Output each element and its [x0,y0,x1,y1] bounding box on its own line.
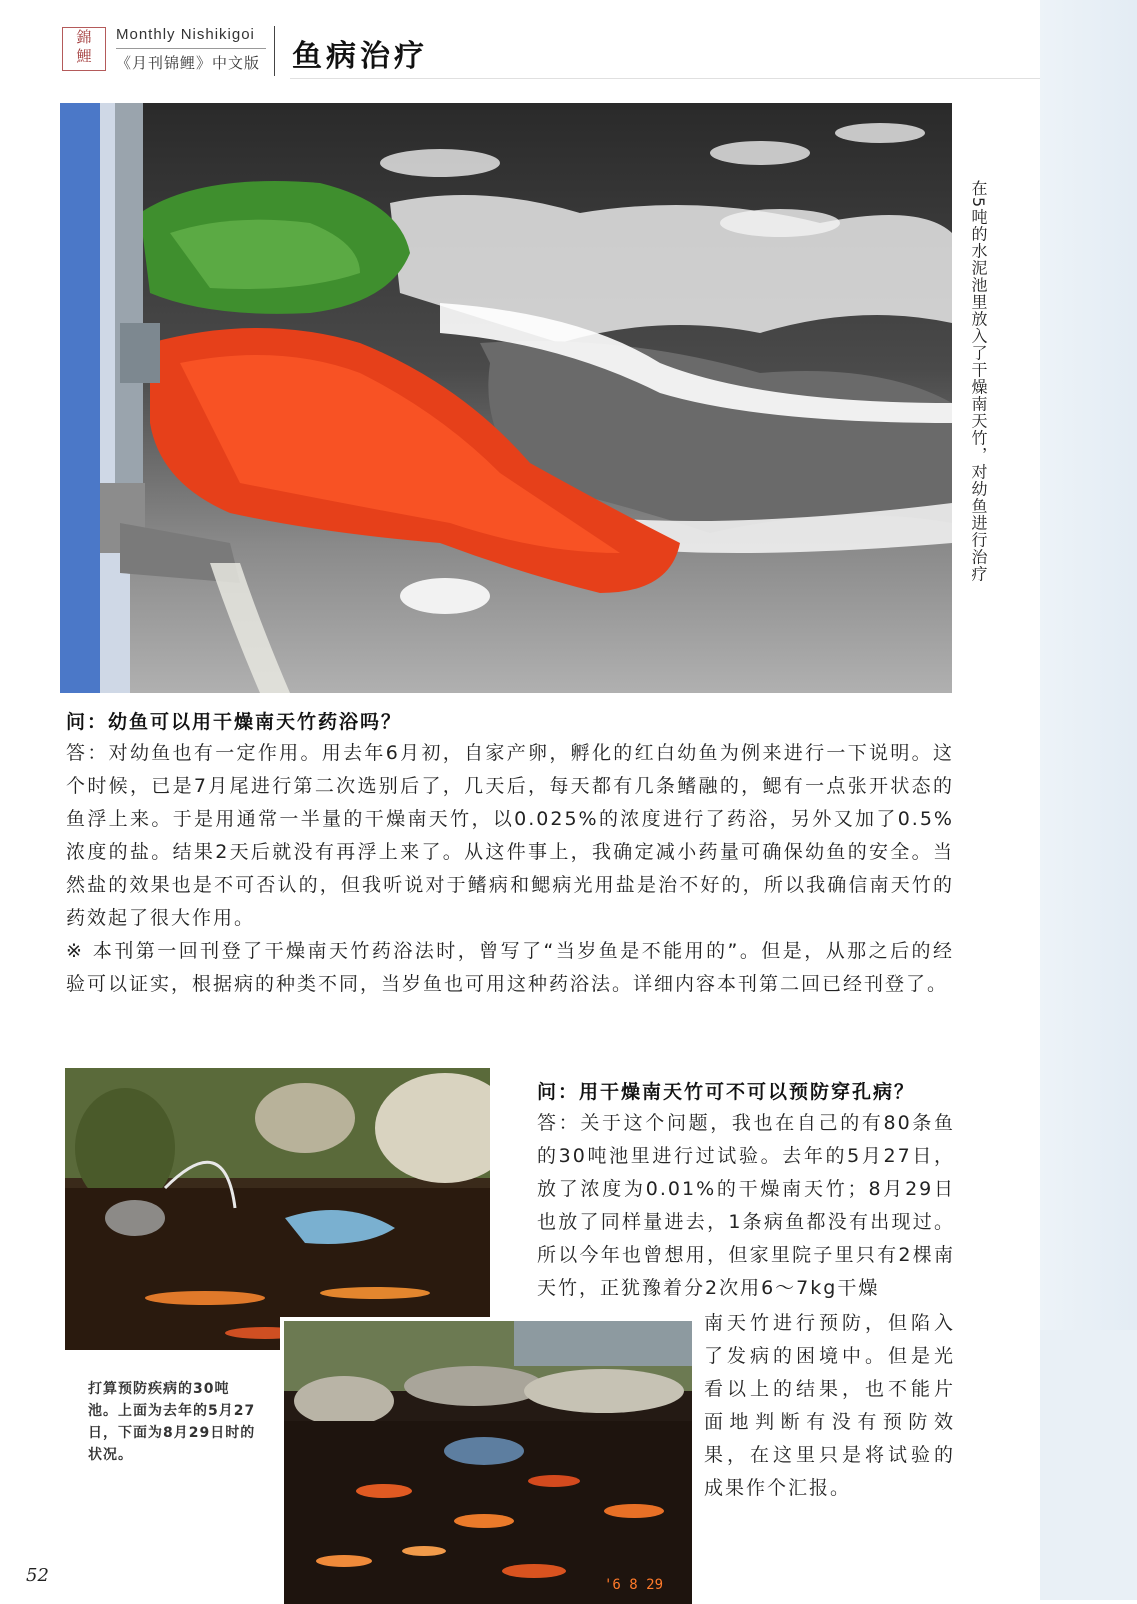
logo-char-2: 鯉 [76,47,92,65]
question-1: 问：幼鱼可以用干燥南天竹药浴吗？ [66,711,403,733]
magazine-name-en: Monthly Nishikigoi [116,26,255,43]
editorial-note: ※ 本刊第一回刊登了干燥南天竹药浴法时，曾写了“当岁鱼是不能用的”。但是，从那之后的经验可以证实，根据病的种类不同，当岁鱼也可用这种药浴法。详细内容本刊第二回已经刊登了。 [66,940,954,995]
logo-char-1: 錦 [76,28,92,46]
answer-2-part1: 答：关于这个问题，我也在自己的有80条鱼的30吨池里进行过试验。去年的5月27日，放了浓度为0.01%的干燥南天竹；8月29日也放了同样量进去，1条病鱼都没有出现过。所以今年也曾想用，但家里院子里只有2棵南天竹，正犹豫着分2次用6～7kg干燥 [537,1112,955,1299]
section-title: 鱼病治疗 [292,39,428,74]
page-edge-strip-lower [1040,1330,1137,1600]
qa-block-1 [66,707,954,1001]
magazine-logo [62,27,106,71]
photo-date-stamp: '6 8 29 [604,1577,664,1593]
header-rule [290,78,1040,79]
pond-photo-august [280,1317,692,1604]
question-2: 问：用干燥南天竹可不可以预防穿孔病？ [537,1081,916,1103]
pond-photo-caption: 打算预防疾病的30吨池。上面为去年的5月27日，下面为8月29日时的状况。 [88,1381,256,1463]
tank-treatment-photo [60,103,952,693]
qa-block-2-bottom [704,1307,955,1505]
page-number: 52 [26,1565,49,1586]
header-divider [274,26,275,76]
magazine-name-cn: 《月刊锦鲤》中文版 [116,54,261,72]
qa-block-2-top [537,1077,955,1305]
pond-photo-may [65,1068,490,1350]
answer-2-part2: 南天竹进行预防，但陷入了发病的困境中。但是光看以上的结果，也不能片面地判断有没有预防效果，在这里只是将试验的成果作个汇报。 [704,1312,955,1499]
top-photo-caption: 在5吨的水泥池里放入了干燥南天竹，对幼鱼进行治疗 [969,180,988,583]
answer-1: 答：对幼鱼也有一定作用。用去年6月初，自家产卵，孵化的红白幼鱼为例来进行一下说明。这个时候，已是7月尾进行第二次选别后了，几天后，每天都有几条鳍融的，鳃有一点张开状态的鱼浮上来。于是用通常一半量的干燥南天竹，以0.025%的浓度进行了药浴，另外又加了0.5%浓度的盐。结果2天后就没有再浮上来了。从这件事上，我确定减小药量可确保幼鱼的安全。当然盐的效果也是不可否认的，但我听说对于鳍病和鳃病光用盐是治不好的，所以我确信南天竹的药效起了很大作用。 [66,742,954,929]
header-name-rule [116,48,266,49]
